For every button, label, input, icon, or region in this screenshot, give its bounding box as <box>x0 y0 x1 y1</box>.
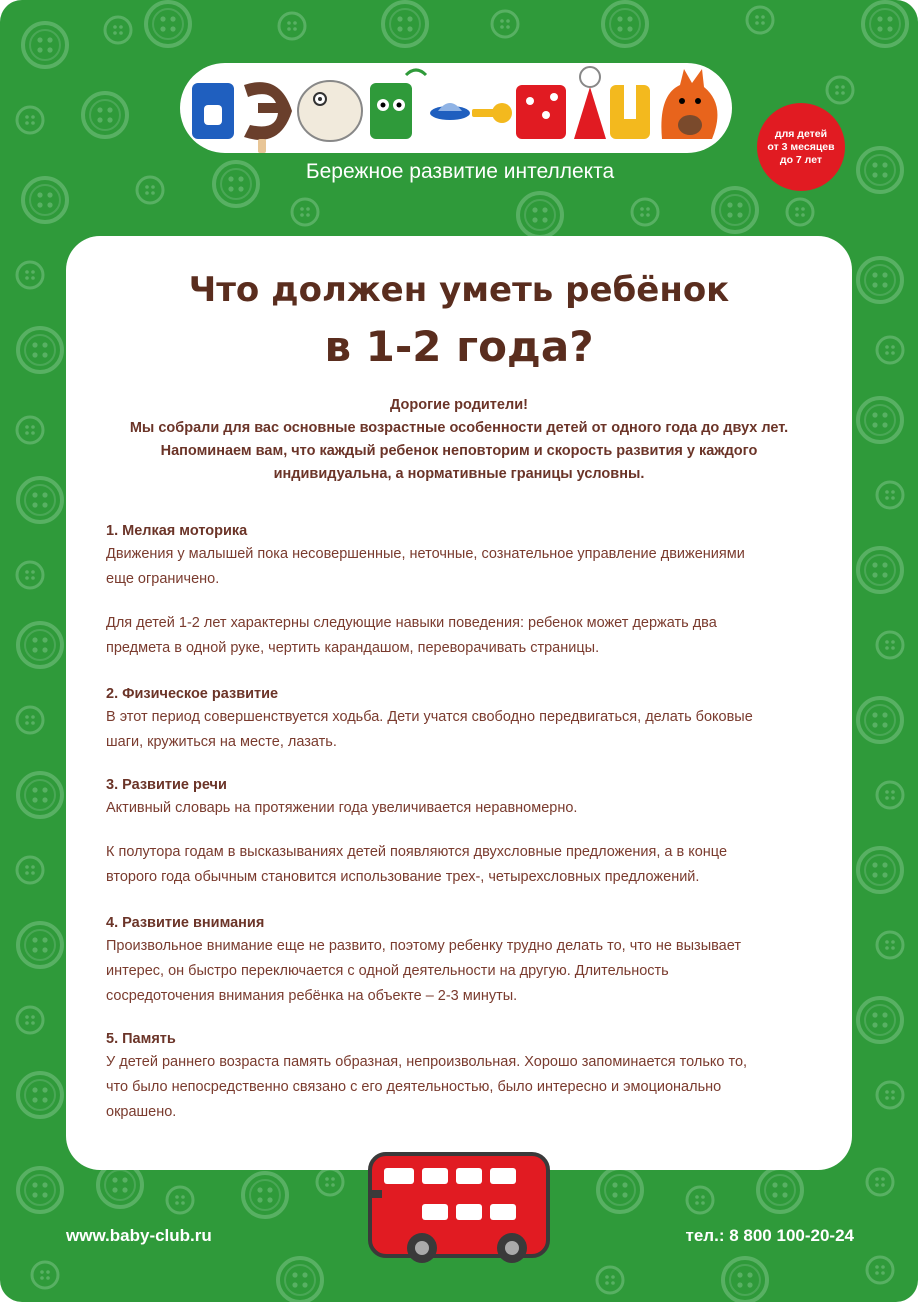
age-badge-line: для детей <box>774 127 828 140</box>
brand-logo <box>180 55 740 155</box>
section-speech <box>106 774 816 890</box>
section-physical <box>106 683 816 755</box>
intro-text <box>96 394 822 486</box>
paragraph-line: интерес, он быстро переключается с одной деятельности на другую. Длительность <box>106 963 669 979</box>
logo-letter-l <box>574 87 606 139</box>
intro-line: Напоминаем вам, что каждый ребенок неповторим и скорость развития у каждого <box>160 443 758 459</box>
section-fine-motor <box>106 520 816 661</box>
content-card <box>66 236 852 1170</box>
phone-number: тел.: 8 800 100-20-24 <box>685 1226 854 1245</box>
section-attention <box>106 912 816 1009</box>
paragraph-line: Для детей 1-2 лет характерны следующие навыки поведения: ребенок может держать два <box>106 615 717 631</box>
age-badge-line: до 7 лет <box>779 153 823 166</box>
logo-letter-e <box>244 82 292 140</box>
paragraph-line: второго года обычным становится использование трех-, четырехсловных предложений. <box>106 869 700 885</box>
section-heading: 5. Память <box>106 1031 176 1047</box>
intro-line: Дорогие родители! <box>390 397 528 413</box>
website-link[interactable]: www.baby-club.ru <box>66 1226 212 1245</box>
section-heading: 3. Развитие речи <box>106 777 227 793</box>
logo-artwork <box>180 55 732 155</box>
paragraph-line: К полутора годам в высказываниях детей появляются двухсловные предложения, а в конце <box>106 844 728 860</box>
intro-line: индивидуальна, а нормативные границы условны. <box>273 466 645 482</box>
logo-letter-sheep <box>298 81 362 141</box>
paragraph-line: В этот период совершенствуется ходьба. Дети учатся свободно передвигаться, делать боковые <box>106 709 753 725</box>
paragraph-line: сосредоточения внимания ребёнка на объекте – 2-3 минуты. <box>106 988 518 1004</box>
tagline: Бережное развитие интеллекта <box>305 160 615 183</box>
bus-illustration <box>366 1150 552 1268</box>
page-title: Что должен уметь ребёнок <box>188 270 730 310</box>
paragraph-line: Произвольное внимание еще не развито, поэтому ребенку трудно делать то, что не вызывает <box>106 938 741 954</box>
paragraph-line: еще ограничено. <box>106 571 220 587</box>
paragraph-line: окрашено. <box>106 1104 177 1120</box>
age-badge-line: от 3 месяцев <box>767 140 835 153</box>
section-heading: 2. Физическое развитие <box>106 686 279 702</box>
age-badge <box>757 103 845 191</box>
logo-letter-k <box>516 85 566 139</box>
section-memory <box>106 1028 816 1125</box>
section-heading: 4. Развитие внимания <box>106 915 265 931</box>
paragraph-line: Активный словарь на протяжении года увеличивается неравномерно. <box>106 800 578 816</box>
page-subtitle: в 1-2 года? <box>324 322 594 371</box>
intro-line: Мы собрали для вас основные возрастные особенности детей от одного года до двух лет. <box>129 420 789 436</box>
section-heading: 1. Мелкая моторика <box>106 523 248 539</box>
logo-letter-monster <box>370 83 412 139</box>
paragraph-line: шаги, кружиться на месте, лазать. <box>106 734 337 750</box>
paragraph-line: Движения у малышей пока несовершенные, неточные, сознательное управление движениями <box>106 546 745 562</box>
paragraph-line: У детей раннего возраста память образная, непроизвольная. Хорошо запоминается только то, <box>106 1054 748 1070</box>
paragraph-line: что было непосредственно связано с его деятельностью, было интересно и эмоционально <box>106 1079 722 1095</box>
paragraph-line: предмета в одной руке, чертить карандашом, переворачивать страницы. <box>106 640 600 656</box>
